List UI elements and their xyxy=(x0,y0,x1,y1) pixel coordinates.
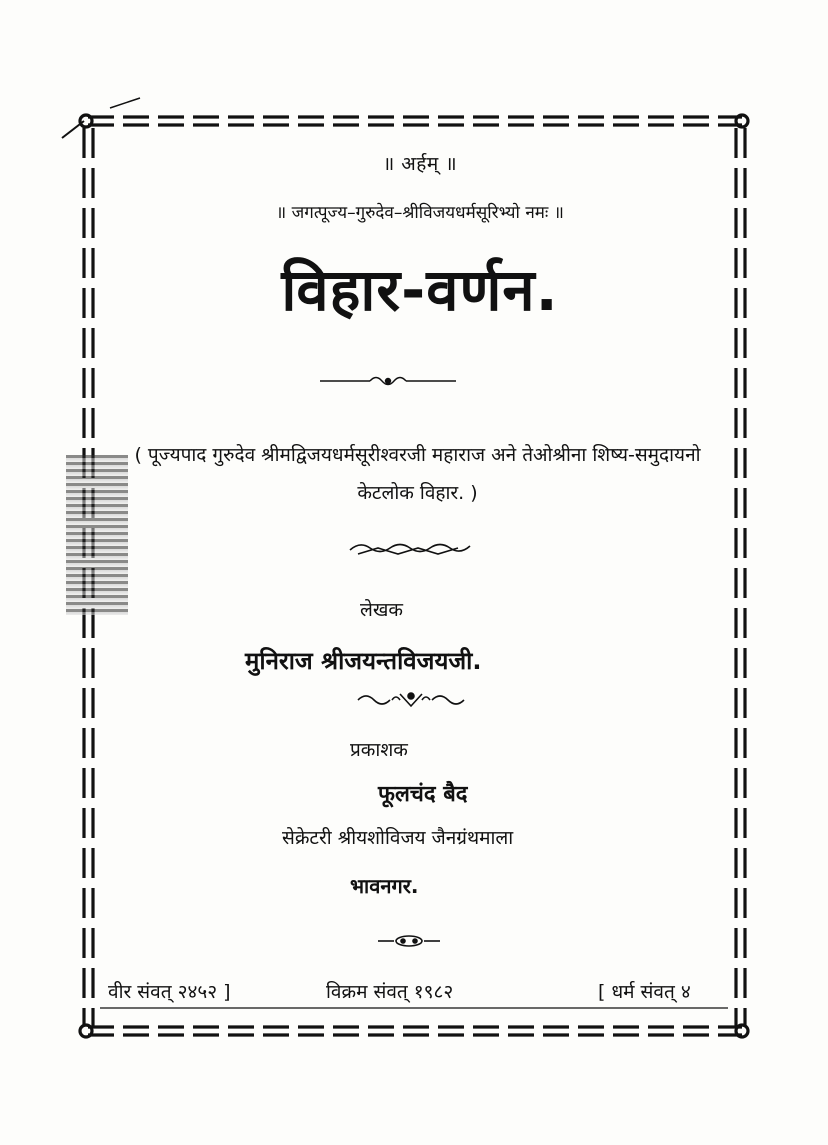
dedication-line: ॥ जगत्पूज्य–गुरुदेव–श्रीविजयधर्मसूरिभ्यो नमः ॥ xyxy=(276,203,564,223)
scan-smudge xyxy=(66,455,128,615)
author-label: लेखक xyxy=(360,599,404,621)
vikram-samvat: विक्रम संवत् १९८२ xyxy=(326,981,454,1003)
small-ornament xyxy=(376,934,442,948)
wave-ornament-middle xyxy=(348,538,472,560)
author-name: मुनिराज श्रीजयन्तविजयजी. xyxy=(245,647,482,675)
dharm-samvat: [ धर्म संवत् ४ xyxy=(598,981,691,1003)
invocation: ॥ अर्हम् ॥ xyxy=(382,153,458,175)
publisher-role: सेक्रेटरी श्रीयशोविजय जैनग्रंथमाला xyxy=(282,827,514,849)
scroll-ornament xyxy=(356,688,466,712)
publisher-name: फूलचंद बैद xyxy=(378,782,468,807)
page-title: विहार-वर्णन. xyxy=(281,256,559,324)
flourish-ornament-top xyxy=(318,372,458,390)
publisher-label: प्रकाशक xyxy=(350,739,408,761)
subtitle: ( पूज्यपाद गुरुदेव श्रीमद्विजयधर्मसूरीश्वरजी महाराज अने तेओश्रीना शिष्य-समुदायनो केटलोक विहार. ) xyxy=(134,444,701,504)
publisher-place: भावनगर. xyxy=(350,874,419,898)
vir-samvat: वीर संवत् २४५२ ] xyxy=(108,981,231,1003)
